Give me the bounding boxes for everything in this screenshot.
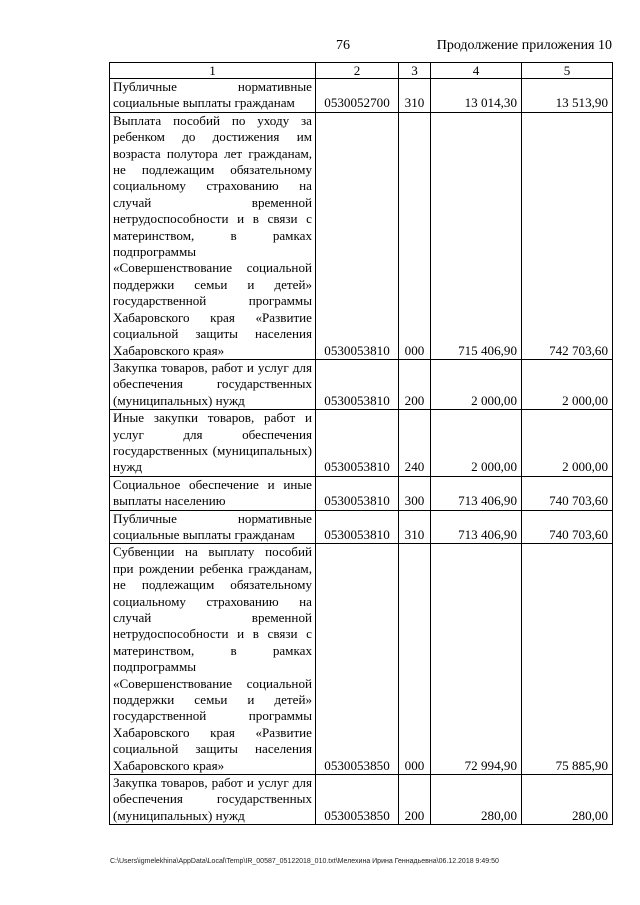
table-row	[110, 359, 613, 409]
row-value-2: 740 703,60	[522, 510, 613, 544]
row-value-1: 72 994,90	[431, 544, 522, 775]
table-row	[110, 112, 613, 359]
row-code: 0530053810	[316, 510, 399, 544]
row-code: 0530053810	[316, 410, 399, 477]
row-value-1: 13 014,30	[431, 79, 522, 113]
column-header: 3	[399, 63, 431, 79]
row-description: Выплата пособий по уходу за ребенком до достижения им возраста полутора лет гражданам, не подлежащим обязательному социальному страхованию на случай временной нетрудоспособности и в связи с материнством, в рамках подпрограммы «Совершенствование социальной поддержки семьи и детей» государственной программы Хабаровского края «Развитие социальной защиты населения Хабаровского края»	[110, 112, 316, 359]
row-value-2: 13 513,90	[522, 79, 613, 113]
row-value-2: 280,00	[522, 775, 613, 825]
row-type: 310	[399, 510, 431, 544]
column-header: 1	[110, 63, 316, 79]
row-description: Иные закупки товаров, работ и услуг для обеспечения государственных (муниципальных) нужд	[110, 410, 316, 477]
page-number: 76	[336, 38, 350, 53]
row-value-2: 2 000,00	[522, 410, 613, 477]
row-value-1: 713 406,90	[431, 476, 522, 510]
row-description: Субвенции на выплату пособий при рождении ребенка гражданам, не подлежащим обязательному социальному страхованию на случай временной нетрудоспособности и в связи с материнством, в рамках подпрограммы «Совершенствование социальной поддержки семьи и детей» государственной программы Хабаровского края «Развитие социальной защиты населения Хабаровского края»	[110, 544, 316, 775]
row-type: 300	[399, 476, 431, 510]
row-description: Публичные нормативные социальные выплаты гражданам	[110, 510, 316, 544]
row-code: 0530053810	[316, 112, 399, 359]
table-row	[110, 79, 613, 113]
document-footer-path: C:\Users\igmelekhina\AppData\Local\Temp\IR_00587_05122018_010.txt\Мелехина Ирина Геннадьевна\06.12.2018 9:49:50	[110, 858, 499, 865]
column-header: 5	[522, 63, 613, 79]
table-row	[110, 476, 613, 510]
row-value-1: 2 000,00	[431, 410, 522, 477]
row-value-1: 713 406,90	[431, 510, 522, 544]
row-type: 240	[399, 410, 431, 477]
row-value-2: 2 000,00	[522, 359, 613, 409]
row-value-2: 742 703,60	[522, 112, 613, 359]
table-row	[110, 775, 613, 825]
row-code: 0530053810	[316, 359, 399, 409]
column-header: 2	[316, 63, 399, 79]
row-type: 310	[399, 79, 431, 113]
row-value-2: 740 703,60	[522, 476, 613, 510]
row-value-1: 2 000,00	[431, 359, 522, 409]
row-description: Закупка товаров, работ и услуг для обеспечения государственных (муниципальных) нужд	[110, 775, 316, 825]
row-type: 200	[399, 359, 431, 409]
row-type: 000	[399, 544, 431, 775]
row-description: Публичные нормативные социальные выплаты гражданам	[110, 79, 316, 113]
table-row	[110, 544, 613, 775]
row-code: 0530053850	[316, 544, 399, 775]
table-row	[110, 410, 613, 477]
row-code: 0530053810	[316, 476, 399, 510]
row-description: Социальное обеспечение и иные выплаты населению	[110, 476, 316, 510]
row-code: 0530053850	[316, 775, 399, 825]
budget-table	[109, 62, 613, 825]
row-description: Закупка товаров, работ и услуг для обеспечения государственных (муниципальных) нужд	[110, 359, 316, 409]
appendix-label: Продолжение приложения 10	[436, 38, 612, 53]
row-value-2: 75 885,90	[522, 544, 613, 775]
row-value-1: 715 406,90	[431, 112, 522, 359]
row-value-1: 280,00	[431, 775, 522, 825]
row-type: 000	[399, 112, 431, 359]
column-header: 4	[431, 63, 522, 79]
table-header-row	[110, 63, 613, 79]
row-code: 0530052700	[316, 79, 399, 113]
row-type: 200	[399, 775, 431, 825]
table-row	[110, 510, 613, 544]
